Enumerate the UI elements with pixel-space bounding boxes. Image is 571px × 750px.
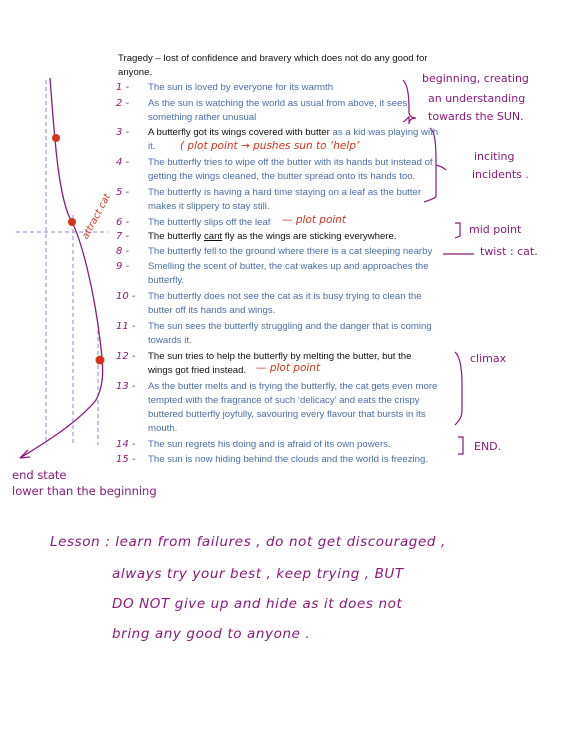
note-midpoint: mid point bbox=[469, 223, 522, 236]
item-12-line-2: wings got fried instead. bbox=[148, 365, 247, 376]
arc-arrowhead bbox=[20, 450, 30, 458]
item-12-line-1: The sun tries to help the butterfly by melting the butter, but the bbox=[148, 351, 412, 362]
item-13-line-1: As the butter melts and is frying the butterfly, the cat gets even more bbox=[148, 381, 438, 392]
note-end: END. bbox=[474, 440, 502, 453]
item-9-line-1: Smelling the scent of butter, the cat wakes up and approaches the bbox=[148, 261, 429, 272]
item-number-2: 2 - bbox=[116, 98, 130, 109]
item-3-part-a: A butterfly got its wings covered with butter bbox=[148, 127, 333, 138]
bracket-midpoint bbox=[455, 223, 460, 238]
item-1-line-1: The sun is loved by everyone for its warmth bbox=[148, 82, 334, 93]
item-number-13: 13 - bbox=[116, 381, 136, 392]
item-number-3: 3 - bbox=[116, 127, 130, 138]
item-number-15: 15 - bbox=[116, 454, 136, 465]
item-13-line-2: tempted with the fragrance of such ‘delicacy’ and eats the crispy bbox=[148, 395, 420, 406]
item-7-part-a: The butterfly bbox=[148, 231, 204, 242]
item-number-6: 6 - bbox=[116, 217, 130, 228]
item-3-line-2: it. bbox=[148, 141, 156, 152]
item-11-line-1: The sun sees the butterfly struggling and the danger that is coming bbox=[148, 321, 432, 332]
item-number-9: 9 - bbox=[116, 261, 130, 272]
item-5-line-2: makes it slippery to stay still. bbox=[148, 201, 270, 212]
item-number-7: 7 - bbox=[116, 231, 130, 242]
item-10-line-1: The butterfly does not see the cat as it is busy trying to clean the bbox=[148, 291, 422, 302]
note-twist: twist : cat. bbox=[480, 245, 538, 258]
note-plot-point-3: ( plot point → pushes sun to ‘help’ bbox=[180, 140, 360, 152]
note-plot-point-6: — plot point bbox=[282, 214, 347, 226]
item-2-line-1: As the sun is watching the world as usual from above, it sees bbox=[148, 98, 408, 109]
note-end-state-line-2: lower than the beginning bbox=[12, 484, 157, 498]
lesson-line-3: DO NOT give up and hide as it does not bbox=[112, 596, 403, 612]
note-beginning-line-2: an understanding bbox=[428, 92, 526, 105]
note-inciting-line-1: inciting bbox=[474, 150, 515, 163]
item-4-line-2: getting the wings cleaned, the butter spread onto its hands too. bbox=[148, 171, 416, 182]
arc-marker-plot-point-2 bbox=[68, 218, 76, 226]
item-14-line-1: The sun regrets his doing and is afraid of its own powers. bbox=[148, 439, 391, 450]
note-attract-cat: attract cat bbox=[80, 192, 114, 242]
item-3-part-b: as a kid was playing with bbox=[332, 127, 439, 138]
item-9-line-2: butterfly. bbox=[148, 275, 185, 286]
item-8-line-1: The butterfly fell to the ground where there is a cat sleeping nearby bbox=[148, 246, 433, 257]
note-beginning-line-1: beginning, creating bbox=[422, 72, 529, 85]
story-arc-line bbox=[20, 78, 103, 458]
note-end-state-line-1: end state bbox=[12, 468, 67, 482]
item-13-line-3: buttered butterfly joyfully, savouring every flavour that bursts in its bbox=[148, 409, 426, 420]
title-line-1: Tragedy – lost of confidence and bravery which does not do any good for bbox=[118, 53, 428, 64]
item-3-line-1 bbox=[148, 126, 438, 140]
note-plot-point-12: — plot point bbox=[256, 362, 321, 374]
item-number-1: 1 - bbox=[116, 82, 130, 93]
lesson-line-1: Lesson : learn from failures , do not get discouraged , bbox=[50, 534, 446, 550]
item-7-part-b: fly as the wings are sticking everywhere. bbox=[222, 231, 397, 242]
note-climax: climax bbox=[470, 352, 507, 365]
item-number-10: 10 - bbox=[116, 291, 136, 302]
item-number-5: 5 - bbox=[116, 187, 130, 198]
item-number-14: 14 - bbox=[116, 439, 136, 450]
item-7-line-1 bbox=[148, 230, 397, 244]
lesson-line-2: always try your best , keep trying , BUT bbox=[112, 566, 404, 582]
lesson-line-4: bring any good to anyone . bbox=[112, 626, 311, 642]
item-11-line-2: towards it. bbox=[148, 335, 192, 346]
arc-marker-plot-point-3 bbox=[96, 356, 105, 365]
item-6-line-1: The butterfly slips off the leaf bbox=[148, 217, 271, 228]
item-number-11: 11 - bbox=[116, 321, 136, 332]
item-7-underlined: cant bbox=[204, 231, 223, 242]
item-2-line-2: something rather unusual bbox=[148, 112, 257, 123]
item-10-line-2: butter off its hands and wings. bbox=[148, 305, 276, 316]
item-15-line-1: The sun is now hiding behind the clouds and the world is freezing. bbox=[148, 454, 428, 465]
item-number-12: 12 - bbox=[116, 351, 136, 362]
bracket-end bbox=[458, 437, 463, 454]
bracket-climax bbox=[455, 352, 462, 425]
item-number-8: 8 - bbox=[116, 246, 130, 257]
item-5-line-1: The butterfly is having a hard time staying on a leaf as the butter bbox=[148, 187, 422, 198]
item-4-line-1: The butterfly tries to wipe off the butter with its hands but instead of bbox=[148, 157, 433, 168]
item-number-4: 4 - bbox=[116, 157, 130, 168]
note-inciting-line-2: incidents . bbox=[472, 168, 529, 181]
arc-marker-plot-point-1 bbox=[52, 134, 60, 142]
item-13-line-4: mouth. bbox=[148, 423, 178, 434]
title-line-2: anyone. bbox=[118, 67, 153, 78]
note-beginning-line-3: towards the SUN. bbox=[428, 110, 524, 123]
